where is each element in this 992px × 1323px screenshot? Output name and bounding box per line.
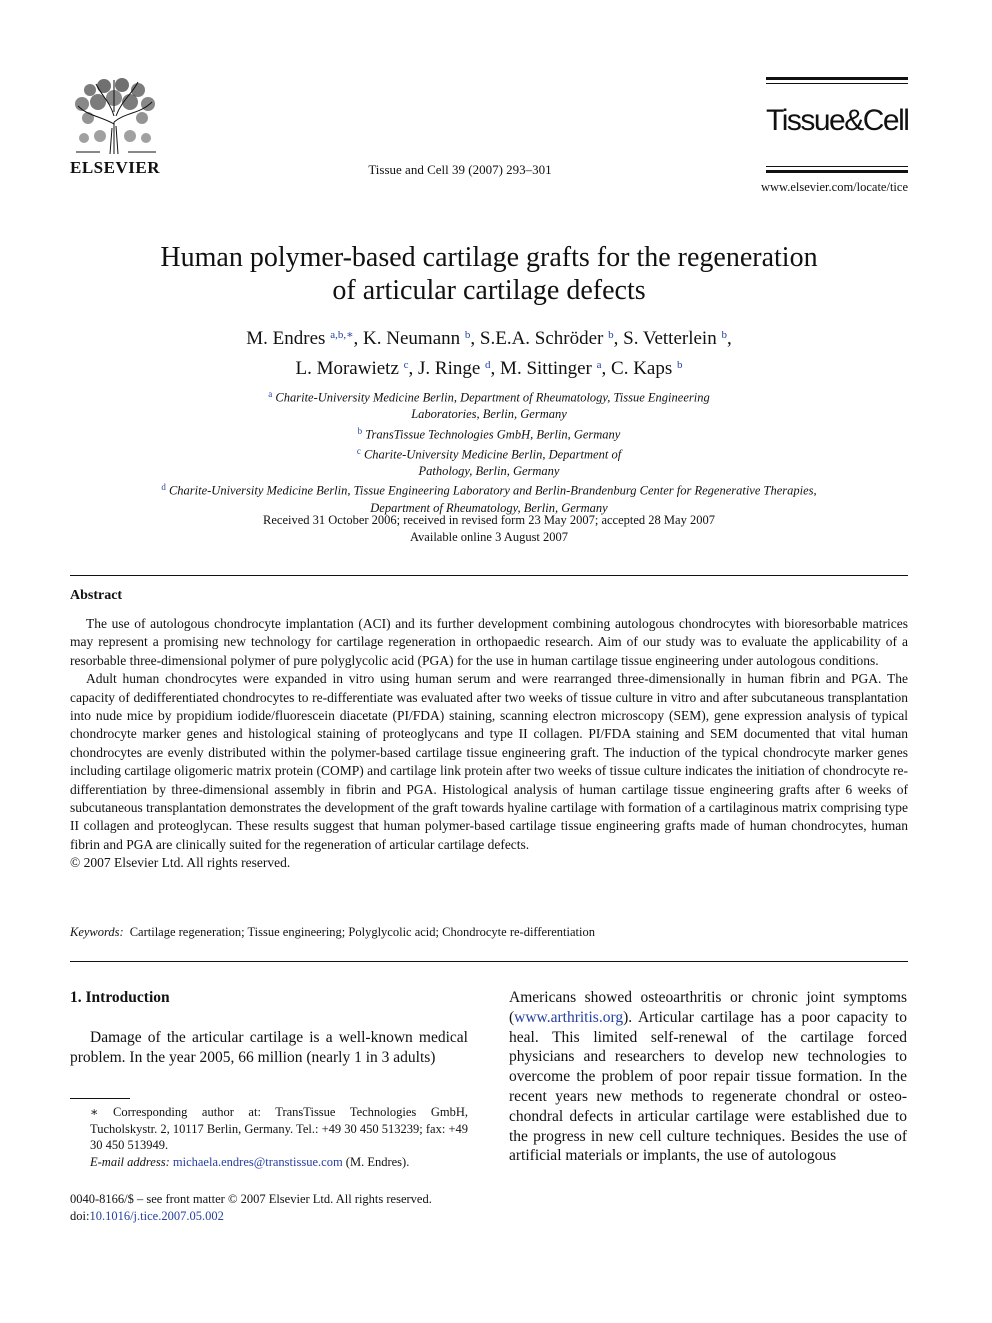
author-name: L. Morawietz: [295, 358, 399, 380]
author-affiliation-mark[interactable]: b: [677, 359, 683, 372]
affiliation-list: [70, 386, 908, 516]
author-affiliation-mark[interactable]: b: [608, 329, 614, 341]
title-line-2: of articular cartilage defects: [332, 275, 646, 306]
section-heading: 1. Introduction: [70, 989, 170, 1006]
online-date: Available online 3 August 2007: [409, 530, 569, 544]
footnote-rule: [70, 1098, 130, 1099]
doi-line: doi:10.1016/j.tice.2007.05.002: [70, 1209, 224, 1223]
keywords: [70, 925, 908, 940]
doi-link[interactable]: 10.1016/j.tice.2007.05.002: [89, 1209, 224, 1223]
author-line-1: M. Endres $^{a,b,∗}$, K. Neumann $^b$, S.E.A. Schröder $^b$, S. Vetterlein $^b$,: [246, 328, 732, 350]
keywords-label: Keywords:: [70, 925, 124, 939]
brand-rule-bottom: [766, 166, 908, 173]
affiliation-a: $^a$ Charite-University Medicine Berlin, Department of Rheumatology, Tissue Engineering: [268, 389, 710, 405]
author-name: K. Neumann: [363, 328, 461, 350]
journal-reference: Tissue and Cell 39 (2007) 293–301: [368, 162, 552, 177]
affiliation-a-cont: Laboratories, Berlin, Germany: [411, 407, 567, 422]
article-dates: [70, 512, 908, 546]
brand-rule-top: [766, 77, 908, 84]
footnote-contact: ∗ Corresponding author at: TransTissue Technologies GmbH, Tucholskystr. 2, 10117 Berlin, Germany. Tel.: +49 30 450 513239; fax: +49 30 450 513949.: [90, 1105, 468, 1152]
publisher-name: ELSEVIER: [70, 158, 160, 177]
journal-url[interactable]: www.elsevier.com/locate/tice: [760, 180, 908, 194]
author-affiliation-mark[interactable]: b: [464, 329, 471, 341]
title-line-1: Human polymer-based cartilage grafts for the regeneration: [160, 242, 818, 273]
author-affiliation-mark[interactable]: a,b,∗: [330, 329, 354, 341]
abstract-heading: Abstract: [70, 588, 123, 603]
received-dates: Received 31 October 2006; received in revised form 23 May 2007; accepted 28 May 2007: [263, 513, 715, 527]
email-link[interactable]: michaela.endres@transtissue.com: [172, 1154, 343, 1169]
affiliation-c-cont: Pathology, Berlin, Germany: [418, 463, 560, 478]
abstract-paragraph-2: Adult human chondrocytes were expanded in vitro using human serum and were rearranged three-dimensionally in human fibrin and PGA. The capacity of dedifferentiated chondrocytes to re-differentiate was evaluated after two weeks of tissue culture in vitro and after subcutaneous transplantation into nude mice by propidium iodide/fluorescein diacetate (PI/FDA) staining, scanning electron microscopy (SEM), gene expression analysis of typical chondrocyte marker genes and histological staining of proteoglycans and type II collagen. PI/FDA staining and SEM documented that vital human chondrocytes are evenly distributed within the polymer-based cartilage tissue engineering graft. The induction of the typical chondrocyte marker genes including cartilage oligomeric matrix protein (COMP) and cartilage link protein after two weeks of tissue culture indicates the initiation of chondrocyte re-differentiation by three-dimensional assembly in fibrin and PGA. Histological analysis of human cartilage tissue engineering grafts after 6 weeks of subcutaneous transplantation demonstrates the development of the graft towards hyaline cartilage with formation of a cartilaginous matrix comprising type II collagen and proteoglycan. These results suggest that human polymer-based cartilage tissue engineering grafts made of human chondrocytes, human fibrin and PGA are clinically suited for the regeneration of articular cartilage defects.: [70, 671, 908, 852]
author-name: S. Vetterlein: [623, 328, 717, 350]
affiliation-d: $^d$ Charite-University Medicine Berlin, Tissue Engineering Laboratory and Berlin-Brandenburg Center for Regenerative Therapies,: [161, 482, 817, 498]
journal-brand: Tissue&Cell: [766, 104, 909, 137]
intro-paragraph-right: Americans showed osteoarthritis or chronic joint symptoms (www.arthritis.org). Articular cartilage has a poor capacity to heal. This limited self-renewal of the cartilage forced physicians and researchers to develop new technologies to overcome the problem of poor repair tissue formation. In the recent years new methods to regenerate chondral or osteo-chondral defects in articular cartilage were established due to the progress in new cell culture techniques. Besides the use of artificial materials or implants, the use of autologous: [509, 989, 907, 1165]
abstract-paragraph-1: The use of autologous chondrocyte implantation (ACI) and its further development combining autologous chondrocytes with bioresorbable matrices may represent a promising new technology for cartilage regeneration in orthopaedic research. Aim of our study was to evaluate the applicability of a resorbable three-dimensional polymer of pure polyglycolic acid (PGA) for the use in human cartilage tissue engineering under autologous conditions.: [70, 616, 908, 668]
author-list: [70, 322, 908, 382]
arthritis-link[interactable]: www.arthritis.org: [514, 1008, 624, 1026]
front-matter-line: 0040-8166/$ – see front matter © 2007 Elsevier Ltd. All rights reserved.: [70, 1192, 432, 1206]
affiliation-c: $^c$ Charite-University Medicine Berlin, Department of: [356, 445, 622, 462]
affiliation-d-cont: Department of Rheumatology, Berlin, Germany: [370, 500, 608, 515]
divider-top: [70, 575, 908, 576]
keywords-text: Cartilage regeneration; Tissue engineering; Polyglycolic acid; Chondrocyte re-differentiation: [129, 925, 595, 939]
author-affiliation-mark[interactable]: a: [596, 359, 602, 372]
author-name: M. Endres: [246, 328, 326, 350]
footnote-email: E-mail address: michaela.endres@transtissue.com (M. Endres).: [90, 1154, 410, 1169]
issn-block: [70, 1191, 490, 1225]
elsevier-tree-logo: [70, 76, 160, 156]
divider-bottom: [70, 961, 908, 962]
article-title: [70, 241, 908, 307]
author-name: M. Sittinger: [500, 358, 592, 380]
author-name: J. Ringe: [418, 358, 481, 380]
author-name: S.E.A. Schröder: [479, 328, 604, 350]
author-affiliation-mark[interactable]: b: [721, 329, 727, 341]
author-affiliation-mark[interactable]: d: [485, 359, 491, 372]
author-affiliation-mark[interactable]: c: [403, 359, 409, 372]
abstract-copyright: © 2007 Elsevier Ltd. All rights reserved.: [70, 855, 291, 871]
intro-paragraph-left: Damage of the articular cartilage is a well-known medical problem. In the year 2005, 66 million (nearly 1 in 3 adults): [70, 1028, 468, 1066]
column-right: [509, 988, 907, 1166]
corresponding-author-footnote: [70, 1104, 468, 1170]
column-left: [70, 988, 468, 1067]
author-line-2: L. Morawietz $^c$, J. Ringe $^d$, M. Sittinger $^a$, C. Kaps $^b$: [295, 358, 683, 380]
abstract-body: [70, 615, 908, 873]
affiliation-b: $^b$ TransTissue Technologies GmbH, Berlin, Germany: [357, 425, 621, 442]
author-name: C. Kaps: [611, 358, 673, 380]
